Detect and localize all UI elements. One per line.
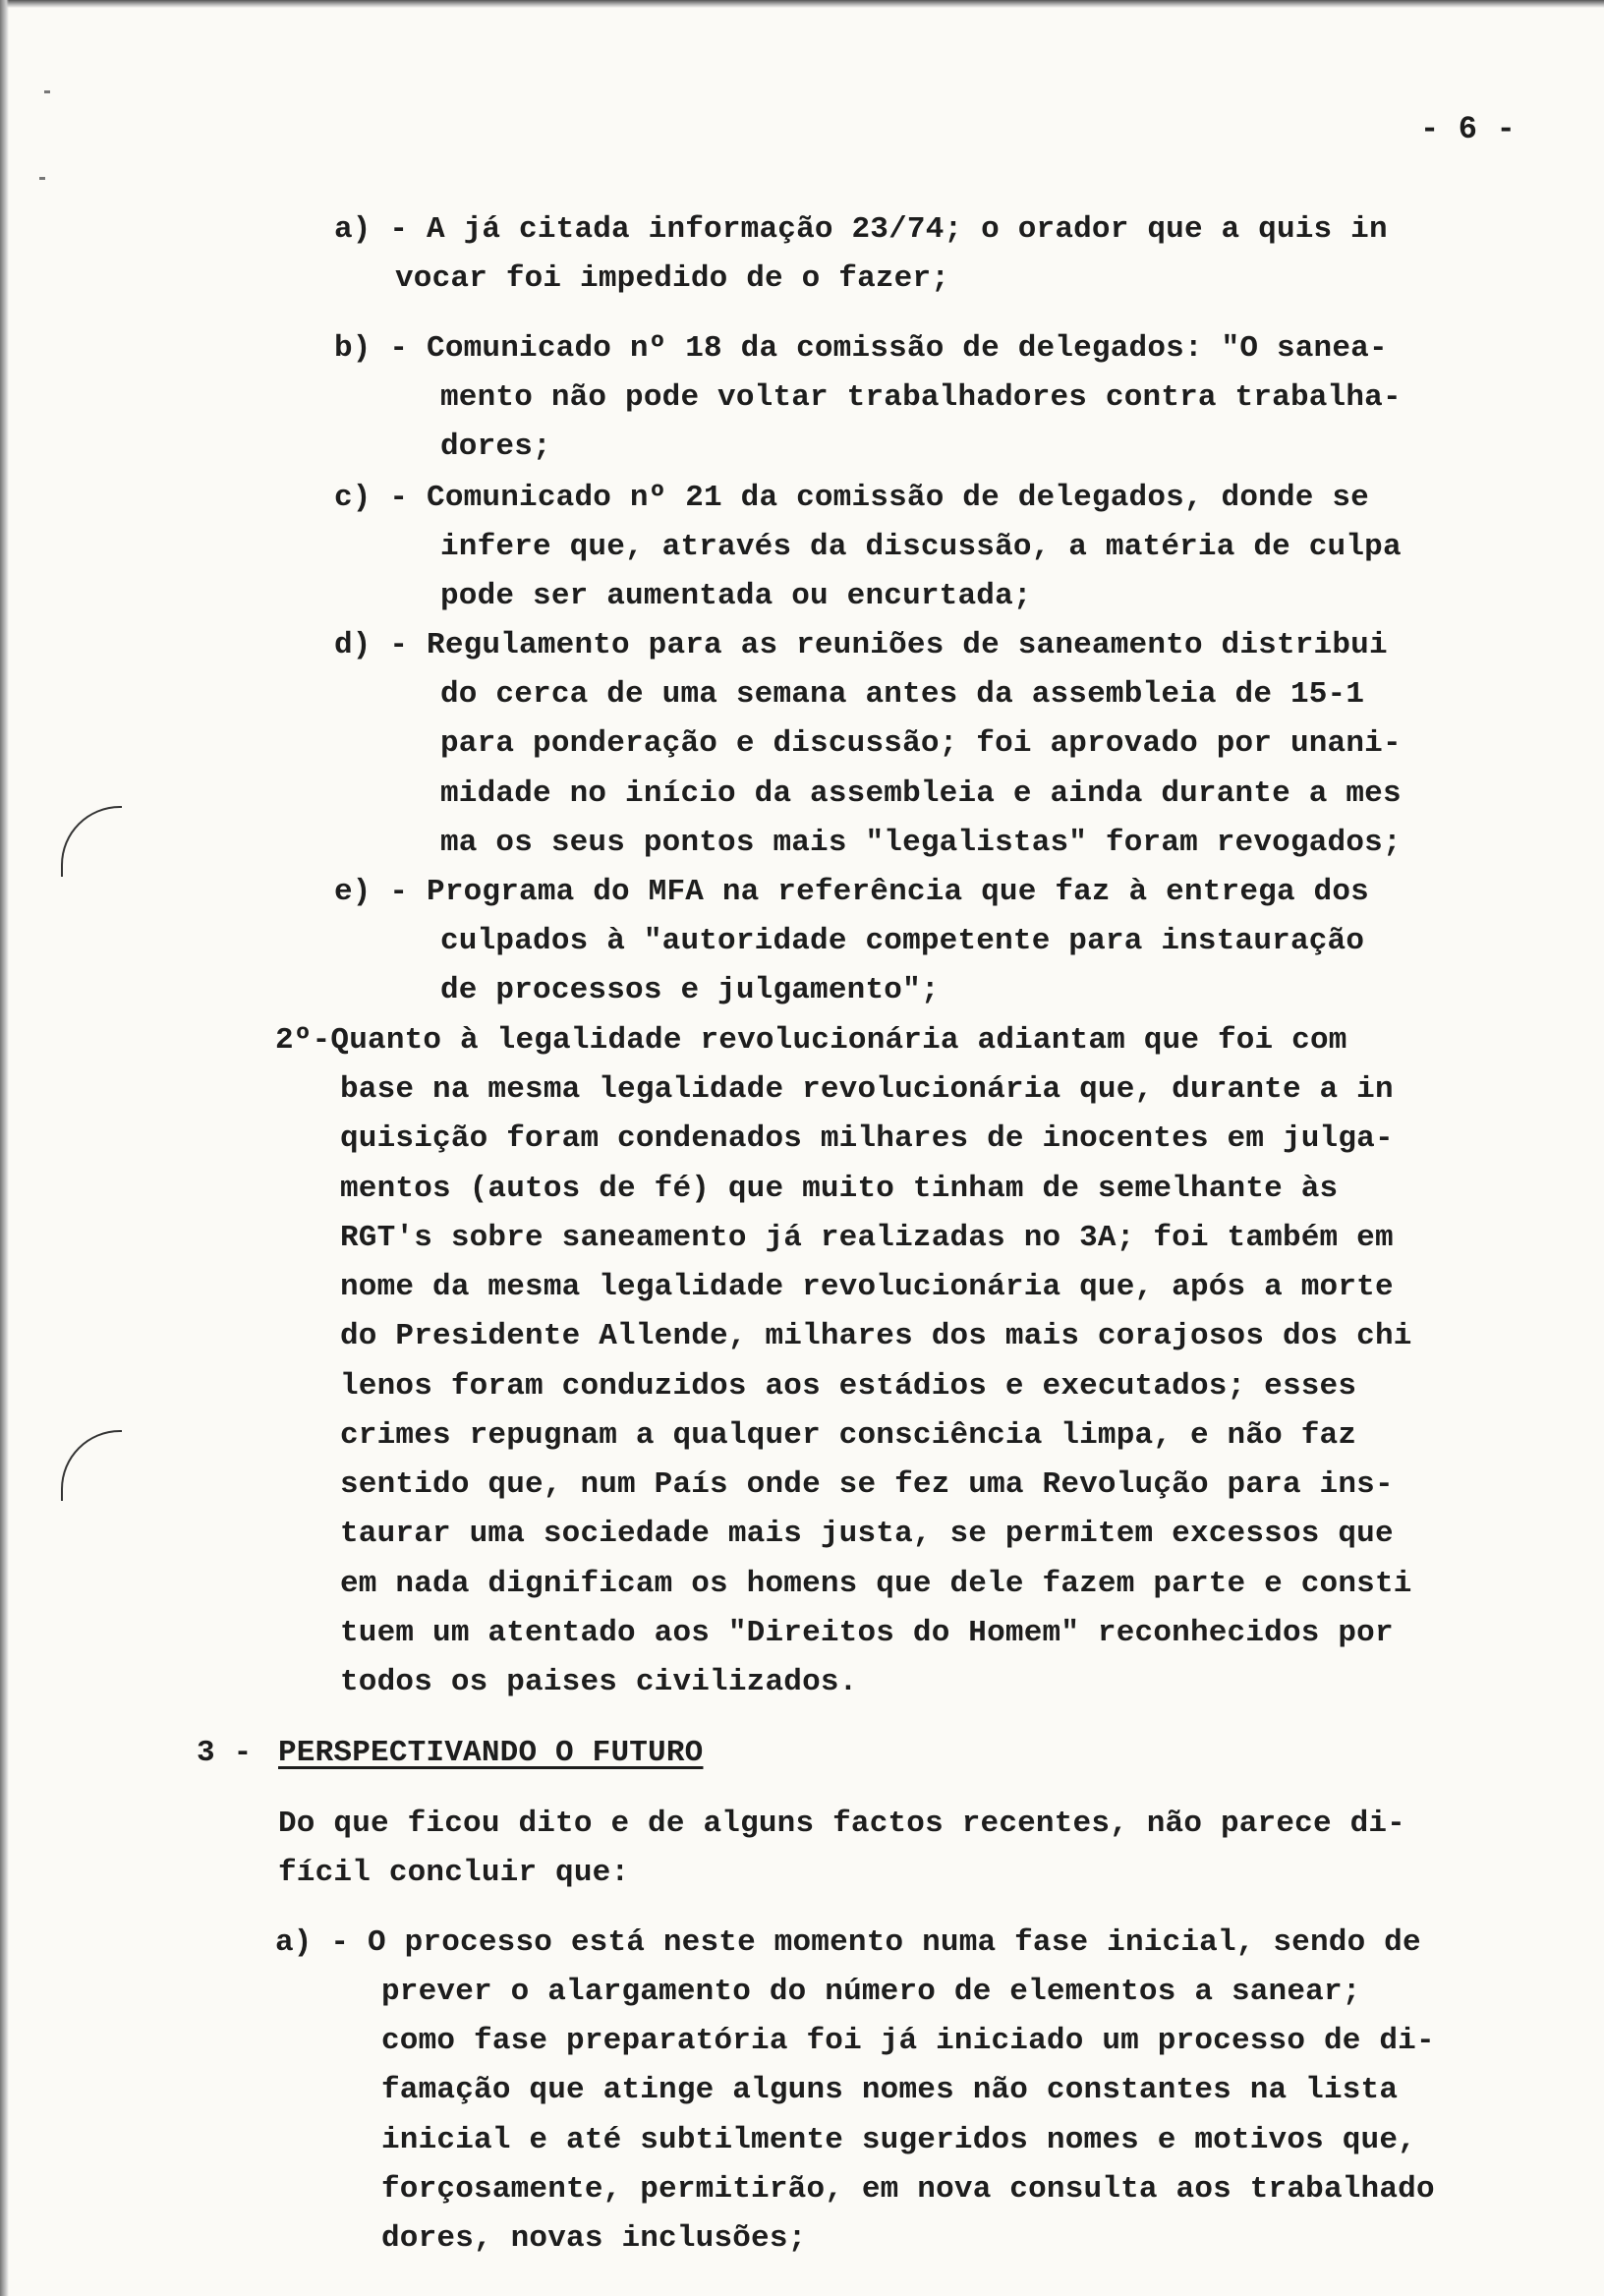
scan-edge-top (0, 0, 1604, 8)
punch-hole-mark (61, 1430, 122, 1501)
punch-hole-mark (61, 806, 122, 877)
item-d-line-4: midade no início da assembleia e ainda durante a mes (440, 776, 1402, 811)
section3-intro-line-1: Do que ficou dito e de alguns factos recentes, não parece di- (278, 1807, 1405, 1841)
section3-item-a-line-1: a) - O processo está neste momento numa fase inicial, sendo de (275, 1925, 1421, 1960)
item-d-line-3: para ponderação e discussão; foi aprovado por unani- (440, 726, 1402, 761)
item-c-line-2: infere que, através da discussão, a matéria de culpa (440, 530, 1402, 564)
item-d-line-2: do cerca de uma semana antes da assembleia de 15-1 (440, 677, 1365, 712)
scan-speck (44, 90, 50, 93)
point2-line-11: taurar uma sociedade mais justa, se permitem excessos que (340, 1517, 1394, 1551)
item-c-line-3: pode ser aumentada ou encurtada; (440, 579, 1032, 613)
section3-item-a-line-6: forçosamente, permitirão, em nova consulta aos trabalhado (381, 2172, 1435, 2207)
item-b-line-3: dores; (440, 430, 551, 464)
section3-item-a-line-2: prever o alargamento do número de elementos a sanear; (381, 1975, 1361, 2009)
point2-line-13: tuem um atentado aos "Direitos do Homem" reconhecidos por (340, 1616, 1394, 1650)
section3-heading: PERSPECTIVANDO O FUTURO (278, 1736, 704, 1770)
item-d-line-5: ma os seus pontos mais "legalistas" foram revogados; (440, 826, 1402, 860)
point2-line-4: mentos (autos de fé) que muito tinham de semelhante às (340, 1172, 1339, 1206)
point2-line-8: lenos foram conduzidos aos estádios e executados; esses (340, 1369, 1357, 1404)
point2-line-2: base na mesma legalidade revolucionária que, durante a in (340, 1072, 1394, 1107)
section3-number: 3 - (197, 1736, 253, 1770)
section3-intro-line-2: fícil concluir que: (278, 1856, 630, 1890)
point2-line-5: RGT's sobre saneamento já realizadas no 3A; foi também em (340, 1221, 1394, 1255)
item-a-line-2: vocar foi impedido de o fazer; (395, 261, 950, 296)
point2-line-7: do Presidente Allende, milhares dos mais corajosos dos chi (340, 1319, 1412, 1353)
point2-line-9: crimes repugnam a qualquer consciência limpa, e não faz (340, 1418, 1357, 1453)
section3-item-a-line-4: famação que atinge alguns nomes não constantes na lista (381, 2073, 1399, 2107)
item-a-line-1: a) - A já citada informação 23/74; o orador que a quis in (334, 212, 1388, 247)
item-e-line-1: e) - Programa do MFA na referência que faz à entrega dos (334, 875, 1369, 909)
item-c-line-1: c) - Comunicado nº 21 da comissão de delegados, donde se (334, 481, 1369, 515)
point2-line-14: todos os paises civilizados. (340, 1665, 858, 1699)
section3-item-a-line-5: inicial e até subtilmente sugeridos nomes e motivos que, (381, 2123, 1416, 2157)
page-number: - 6 - (1420, 111, 1517, 147)
point2-line-12: em nada dignificam os homens que dele fazem parte e consti (340, 1567, 1412, 1601)
item-e-line-3: de processos e julgamento"; (440, 973, 940, 1007)
point2-line-10: sentido que, num País onde se fez uma Revolução para ins- (340, 1467, 1394, 1502)
item-e-line-2: culpados à "autoridade competente para instauração (440, 924, 1365, 958)
item-b-line-2: mento não pode voltar trabalhadores contra trabalha- (440, 380, 1402, 415)
scan-edge-left (0, 0, 9, 2296)
item-b-line-1: b) - Comunicado nº 18 da comissão de delegados: "O sanea- (334, 331, 1388, 366)
section3-item-a-line-3: como fase preparatória foi já iniciado um processo de di- (381, 2024, 1435, 2058)
scan-speck (39, 177, 45, 180)
item-d-line-1: d) - Regulamento para as reuniões de saneamento distribui (334, 628, 1388, 662)
section3-item-a-line-7: dores, novas inclusões; (381, 2221, 807, 2256)
point2-line-6: nome da mesma legalidade revolucionária que, após a morte (340, 1270, 1394, 1304)
point2-line-3: quisição foram condenados milhares de inocentes em julga- (340, 1121, 1394, 1156)
point2-line-1: 2º-Quanto à legalidade revolucionária adiantam que foi com (275, 1023, 1347, 1058)
